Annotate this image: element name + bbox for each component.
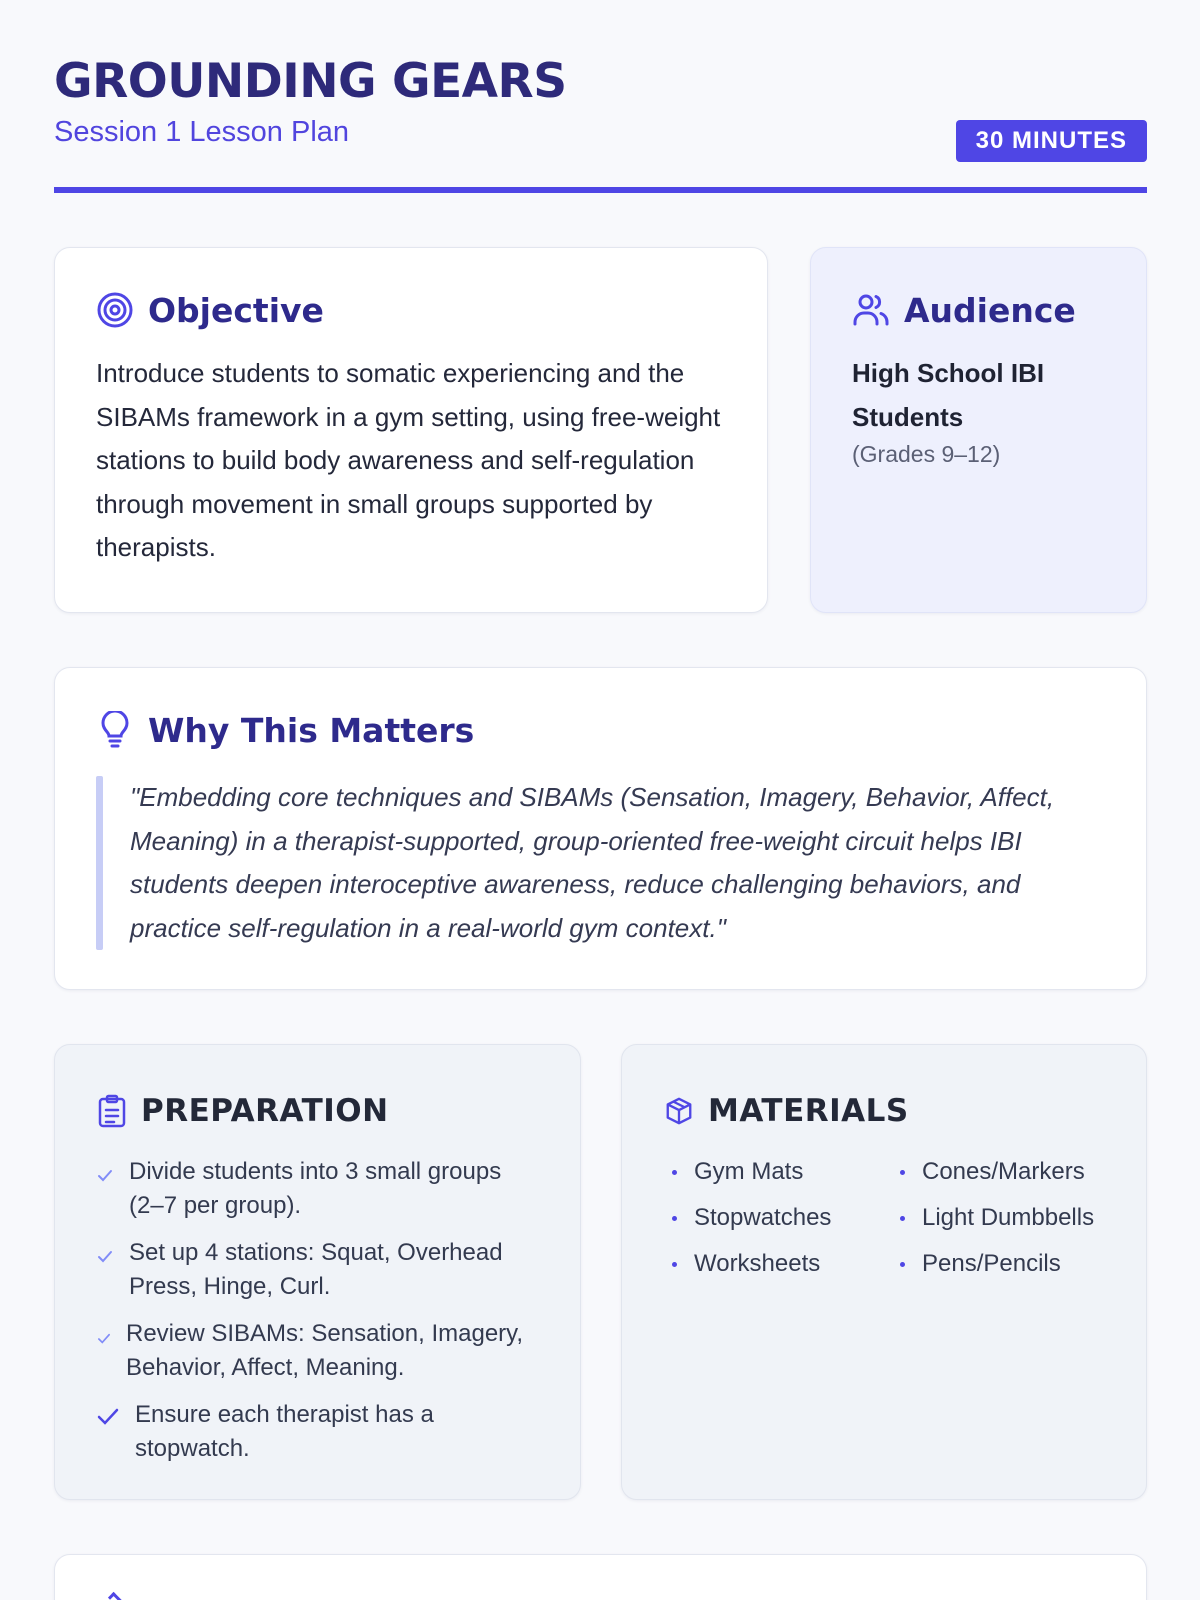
objective-header xyxy=(96,290,727,330)
list-item xyxy=(664,1201,892,1235)
audience-secondary: (Grades 9–12) xyxy=(852,441,1001,467)
list-item xyxy=(892,1201,1112,1235)
why-quote: "Embedding core techniques and SIBAMs (Sensation, Imagery, Behavior, Affect, Meaning) in a therapist-supported, group-oriented free-weight circuit helps IBI students deepen interoceptive awareness, reduce challenging behaviors, and practice self-regulation in a real-world gym context." xyxy=(130,782,1055,943)
users-icon xyxy=(852,291,890,329)
check-icon xyxy=(97,1240,129,1274)
material-item-text: Cones/Markers xyxy=(922,1158,1085,1185)
why-title: Why This Matters xyxy=(148,710,475,750)
materials-header xyxy=(664,1091,1116,1131)
objective-title: Objective xyxy=(148,290,324,330)
section-icon xyxy=(108,1592,122,1600)
list-item xyxy=(97,1317,540,1385)
quote-accent-bar xyxy=(96,776,103,950)
list-item xyxy=(664,1247,892,1281)
list-item xyxy=(97,1236,540,1304)
list-item xyxy=(97,1398,540,1466)
audience-card xyxy=(810,247,1147,613)
list-item xyxy=(664,1155,892,1189)
preparation-title: PREPARATION xyxy=(141,1093,389,1129)
preparation-header xyxy=(97,1091,540,1131)
box-icon xyxy=(664,1092,694,1130)
check-icon xyxy=(97,1402,135,1436)
bullet-icon xyxy=(672,1262,677,1267)
preparation-item-text: Review SIBAMs: Sensation, Imagery, Behavior, Affect, Meaning. xyxy=(126,1320,524,1381)
lightbulb-icon xyxy=(96,711,134,749)
material-item-text: Pens/Pencils xyxy=(922,1250,1061,1277)
page-title: GROUNDING GEARS xyxy=(54,54,567,109)
preparation-item-text: Divide students into 3 small groups (2–7 per group). xyxy=(129,1158,502,1219)
material-item-text: Worksheets xyxy=(694,1250,821,1277)
materials-title: MATERIALS xyxy=(708,1093,909,1129)
check-icon xyxy=(97,1321,126,1355)
why-card xyxy=(54,667,1147,990)
why-header xyxy=(96,710,1106,750)
material-item-text: Gym Mats xyxy=(694,1158,804,1185)
target-icon xyxy=(96,291,134,329)
clipboard-icon xyxy=(97,1092,127,1130)
bullet-icon xyxy=(672,1170,677,1175)
audience-header xyxy=(852,290,1116,330)
objective-card xyxy=(54,247,768,613)
page-subtitle: Session 1 Lesson Plan xyxy=(54,116,350,148)
bullet-icon xyxy=(900,1216,905,1221)
next-section-card xyxy=(54,1554,1147,1600)
list-item xyxy=(97,1155,540,1223)
bullet-icon xyxy=(900,1262,905,1267)
objective-text: Introduce students to somatic experiencing and the SIBAMs framework in a gym setting, using free-weight stations to build body awareness and self-regulation through movement in small groups supported by therapists. xyxy=(96,358,721,562)
material-item-text: Light Dumbbells xyxy=(922,1204,1095,1231)
audience-title: Audience xyxy=(904,290,1076,330)
list-item xyxy=(892,1247,1112,1281)
preparation-card xyxy=(54,1044,581,1500)
why-quote-block xyxy=(96,776,1106,950)
bullet-icon xyxy=(900,1170,905,1175)
page-header xyxy=(54,52,1147,193)
preparation-list xyxy=(97,1155,540,1466)
bullet-icon xyxy=(672,1216,677,1221)
header-divider xyxy=(54,187,1147,193)
preparation-item-text: Set up 4 stations: Squat, Overhead Press, Hinge, Curl. xyxy=(129,1239,503,1300)
list-item xyxy=(892,1155,1112,1189)
material-item-text: Stopwatches xyxy=(694,1204,832,1231)
check-icon xyxy=(97,1159,129,1193)
materials-card xyxy=(621,1044,1147,1500)
preparation-item-text: Ensure each therapist has a stopwatch. xyxy=(135,1401,434,1462)
materials-list xyxy=(664,1155,1116,1281)
duration-badge: 30 MINUTES xyxy=(956,120,1147,162)
audience-primary: High School IBI Students xyxy=(852,358,1045,432)
